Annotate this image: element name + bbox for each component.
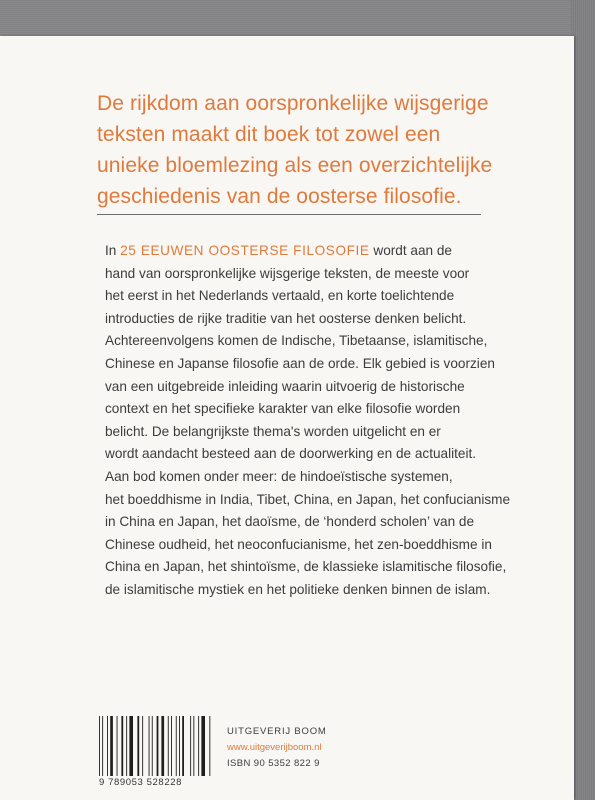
description-line: het boeddhisme in India, Tibet, China, en Japan, het confucianisme (105, 491, 511, 507)
barcode-bar (152, 716, 153, 776)
description-line: context en het specifieke karakter van elke filosofie worden (105, 401, 461, 417)
tagline-line: unieke bloemlezing als een overzichtelijke (97, 154, 493, 177)
barcode-bar (142, 716, 143, 776)
description-suffix: wordt aan de (369, 243, 452, 258)
barcode-bar (161, 716, 164, 776)
barcode-bar (117, 716, 118, 776)
barcode-bar (137, 716, 139, 776)
barcode-bar (171, 716, 172, 776)
description-text (105, 240, 511, 602)
description-line: het eerst in het Nederlands vertaald, en korte toelichtende (105, 288, 455, 304)
tagline-line: geschiedenis van de oosterse filosofie. (97, 185, 462, 208)
description-line: Achtereenvolgens komen de Indische, Tibetaanse, islamitische, (105, 333, 488, 349)
publisher-isbn: ISBN 90 5352 822 9 (227, 758, 320, 769)
barcode-bar (193, 716, 194, 776)
barcode-bar (190, 716, 191, 776)
barcode-bar (149, 716, 150, 776)
description-line: introducties de rijke traditie van het oosterse denken belicht. (105, 310, 467, 326)
barcode-bar (209, 716, 210, 776)
book-title: 25 EEUWEN OOSTERSE FILOSOFIE (120, 243, 370, 258)
description-line: belicht. De belangrijkste thema's worden uitgelicht en er (105, 423, 441, 439)
barcode-bar (102, 716, 103, 776)
description-line: in China en Japan, het daoïsme, de ‘honderd scholen’ van de (105, 514, 475, 530)
barcode-bar (126, 716, 127, 776)
description-line: hand van oorspronkelijke wijsgerige teksten, de meeste voor (105, 265, 470, 281)
barcode-bar (179, 716, 180, 776)
barcode-bar (157, 716, 159, 776)
barcode-bar (201, 716, 205, 776)
barcode-bar (129, 716, 133, 776)
description-line: Chinese en Japanse filosofie aan de orde. Elk gebied is voorzien (105, 355, 495, 371)
description-line: China en Japan, het shintoïsme, de klassieke islamitische filosofie, (105, 559, 507, 575)
barcode-digits: 9 789053 528228 (99, 777, 182, 788)
barcode-bar (121, 716, 123, 776)
publisher-name: UITGEVERIJ BOOM (227, 726, 327, 737)
barcode-bar (198, 716, 199, 776)
description-prefix: In (105, 243, 121, 258)
description-line: Chinese oudheid, het neoconfucianisme, het zen-boeddhisme in (105, 536, 492, 552)
barcode-bar (99, 716, 100, 776)
description-line: de islamitische mystiek en het politieke denken binnen de islam. (105, 581, 491, 597)
description-line: wordt aandacht besteed aan de doorwerking en de actualiteit. (105, 446, 477, 462)
publisher-url[interactable]: www.uitgeverijboom.nl (227, 742, 322, 753)
tagline (97, 88, 517, 212)
barcode-bar (182, 716, 184, 776)
description-line: Aan bod komen onder meer: de hindoeïstische systemen, (105, 468, 453, 484)
barcode-bar (168, 716, 169, 776)
tagline-line: De rijkdom aan oorspronkelijke wijsgerige (97, 92, 489, 115)
publisher-info (227, 724, 327, 772)
tagline-line: teksten maakt dit boek tot zowel een (97, 123, 441, 146)
barcode-bar (107, 716, 108, 776)
page-edges-right (571, 0, 595, 800)
barcode (99, 716, 211, 776)
back-cover (0, 36, 574, 800)
barcode-bar (110, 716, 113, 776)
divider-line (97, 214, 481, 215)
barcode-bar (176, 716, 177, 776)
description-line: van een uitgebreide inleiding waarin uitvoerig de historische (105, 378, 465, 394)
description-line (105, 240, 505, 263)
